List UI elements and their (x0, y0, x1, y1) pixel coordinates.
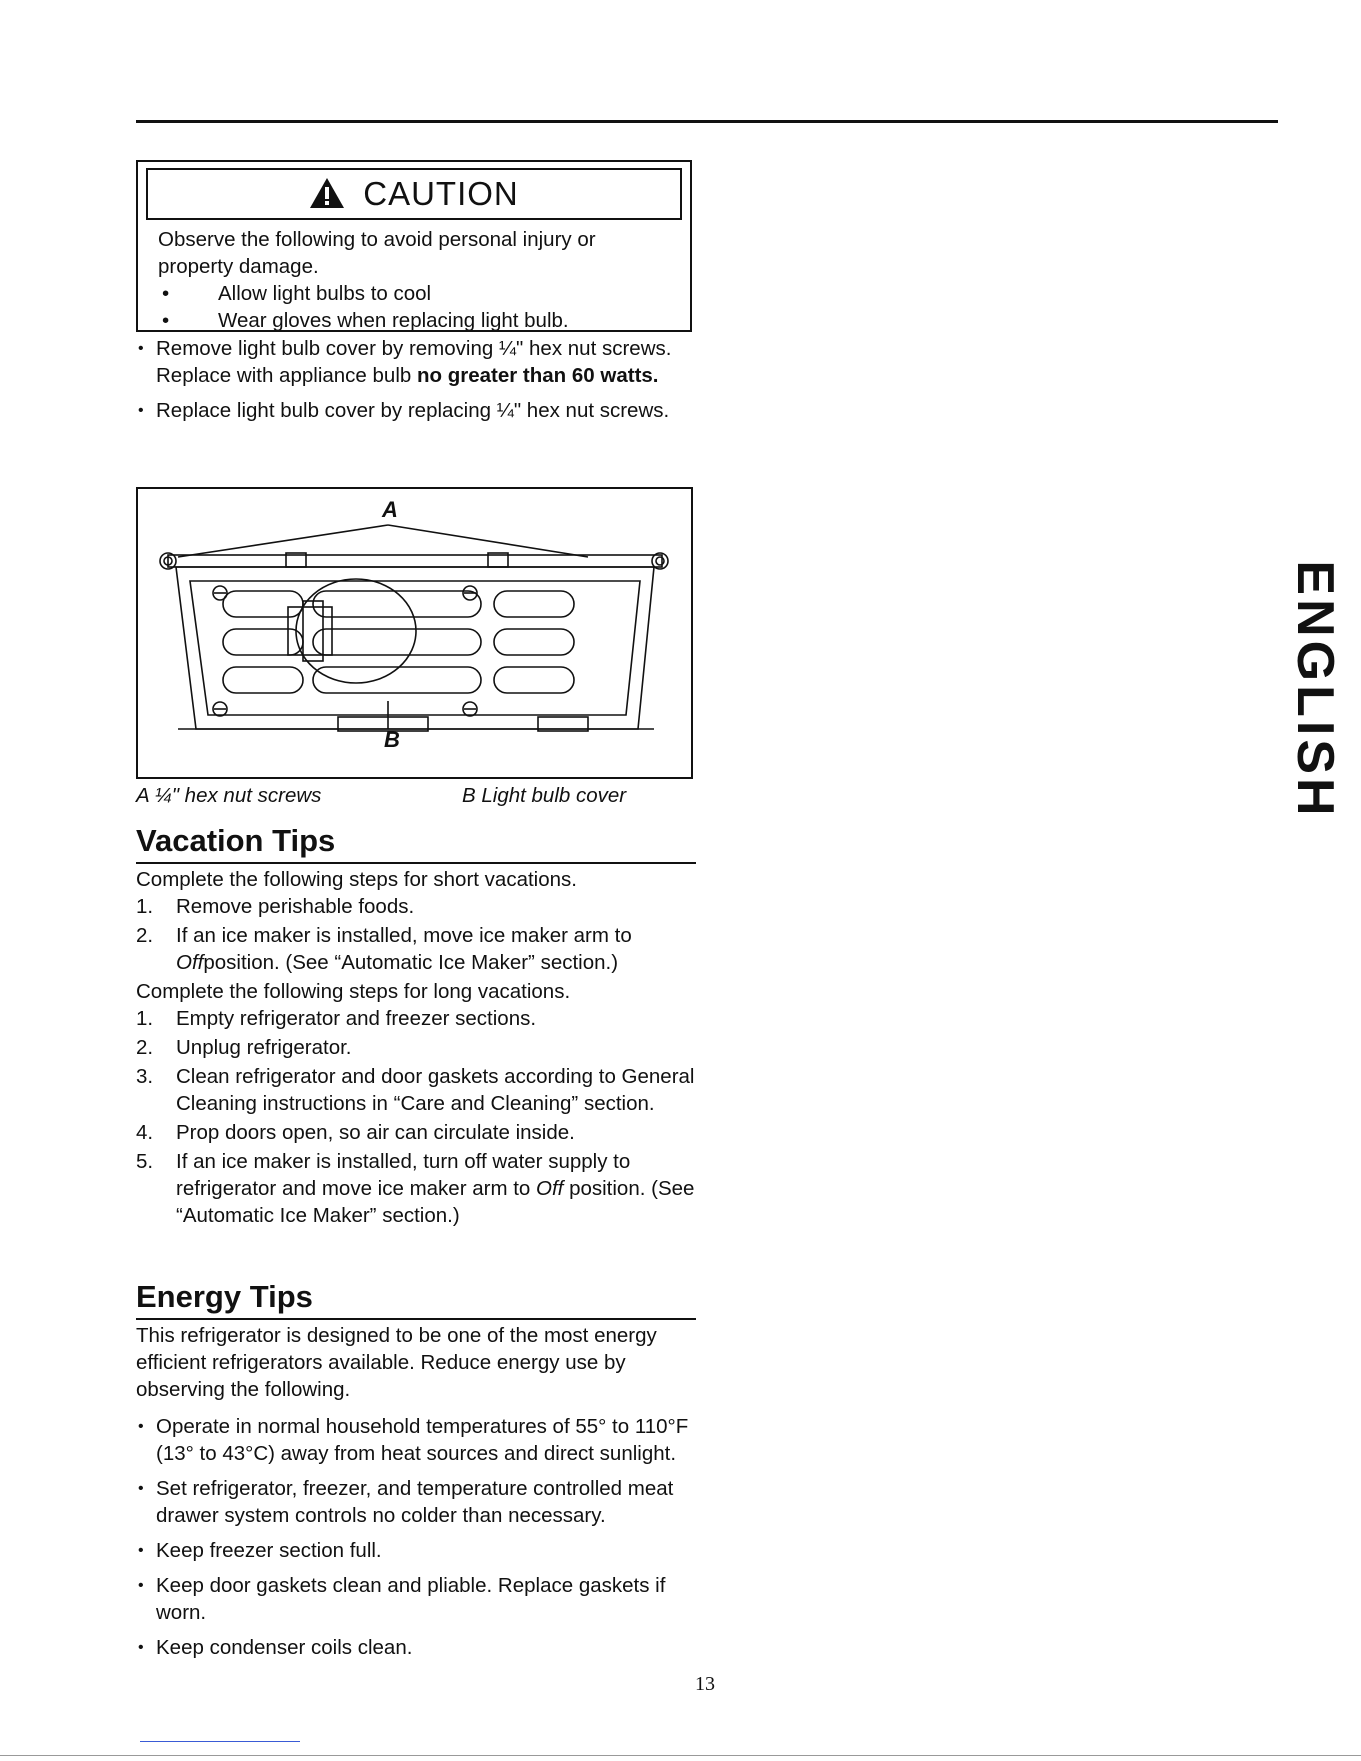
list-item: • Operate in normal household temperatures of 55° to 110°F (13° to 43°C) away from heat sources and direct sunlight. (136, 1413, 696, 1467)
bulb-step-text: Replace light bulb cover by replacing ¼" hex nut screws. (156, 399, 670, 422)
light-cover-diagram (138, 489, 691, 777)
step-text: If an ice maker is installed, move ice maker arm to Offposition. (See “Automatic Ice Maker” section.) (176, 924, 632, 974)
bottom-link-line (140, 1741, 300, 1742)
list-item (136, 922, 696, 976)
step-number: 1. (136, 1007, 154, 1030)
bottom-rule (0, 1755, 1361, 1756)
language-tab-label: ENGLISH (1286, 560, 1344, 820)
light-cover-figure (136, 487, 693, 779)
list-item (136, 1005, 696, 1032)
caution-item-text: Allow light bulbs to cool (218, 282, 432, 305)
energy-section (136, 1278, 696, 1669)
bullet-icon: • (162, 309, 170, 332)
bulb-steps (136, 335, 696, 432)
list-item (136, 1034, 696, 1061)
list-item: • Keep door gaskets clean and pliable. Replace gaskets if worn. (136, 1572, 696, 1626)
step-number: 2. (136, 1036, 154, 1059)
header-rule (136, 120, 1278, 123)
bulb-step (136, 335, 696, 389)
step-text: Unplug refrigerator. (176, 1036, 352, 1059)
section-rule (136, 1318, 696, 1320)
caution-item (158, 280, 674, 307)
list-item: • Set refrigerator, freezer, and temperature controlled meat drawer system controls no colder than necessary. (136, 1475, 696, 1529)
list-item: • Keep condenser coils clean. (136, 1634, 696, 1661)
caption-b: B Light bulb cover (462, 784, 627, 807)
warning-icon (309, 177, 345, 209)
caution-intro: Observe the following to avoid personal injury or property damage. (158, 228, 596, 278)
step-number: 2. (136, 924, 154, 947)
short-steps (136, 893, 696, 976)
list-item (136, 1119, 696, 1146)
step-number: 4. (136, 1121, 154, 1144)
caution-item (158, 307, 674, 334)
short-intro: Complete the following steps for short vacations. (136, 868, 577, 891)
step-text: Prop doors open, so air can circulate inside. (176, 1121, 575, 1144)
page-number: 13 (695, 1673, 715, 1695)
caption-a: A ¼" hex nut screws (136, 784, 322, 807)
bullet-icon: • (162, 282, 170, 305)
caution-box (136, 160, 692, 332)
list-item (136, 893, 696, 920)
caution-header (146, 168, 682, 220)
section-rule (136, 862, 696, 864)
step-text: Empty refrigerator and freezer sections. (176, 1007, 537, 1030)
language-tab (1286, 560, 1344, 820)
list-item (136, 1063, 696, 1117)
caution-item-text: Wear gloves when replacing light bulb. (218, 309, 569, 332)
long-steps (136, 1005, 696, 1229)
caution-title: CAUTION (363, 175, 519, 212)
vacation-title: Vacation Tips (136, 823, 336, 858)
long-intro: Complete the following steps for long vacations. (136, 980, 571, 1003)
step-number: 5. (136, 1150, 154, 1173)
bulb-step-emphasis: no greater than 60 watts. (416, 364, 659, 387)
step-number: 3. (136, 1065, 154, 1088)
bulb-step-text: Remove light bulb cover by removing ¼" hex nut screws. Replace with appliance bulb (156, 337, 672, 387)
step-text: Remove perishable foods. (176, 895, 415, 918)
caution-body (158, 226, 674, 334)
energy-intro: This refrigerator is designed to be one of the most energy efficient refrigerators available. Reduce energy use by observing the following. (136, 1324, 657, 1401)
step-text: If an ice maker is installed, turn off water supply to refrigerator and move ice maker arm to Off position. (See “Automatic Ice Maker” section.) (176, 1150, 695, 1227)
list-item: • Keep freezer section full. (136, 1537, 696, 1564)
label-a: A (382, 497, 398, 522)
list-item (136, 1148, 696, 1229)
label-b: B (384, 727, 400, 752)
vacation-section (136, 822, 696, 1231)
bulb-step (136, 397, 696, 424)
energy-title: Energy Tips (136, 1279, 313, 1314)
energy-bullets (136, 1413, 696, 1661)
step-number: 1. (136, 895, 154, 918)
step-text: Clean refrigerator and door gaskets according to General Cleaning instructions in “Care and Cleaning” section. (176, 1065, 695, 1115)
